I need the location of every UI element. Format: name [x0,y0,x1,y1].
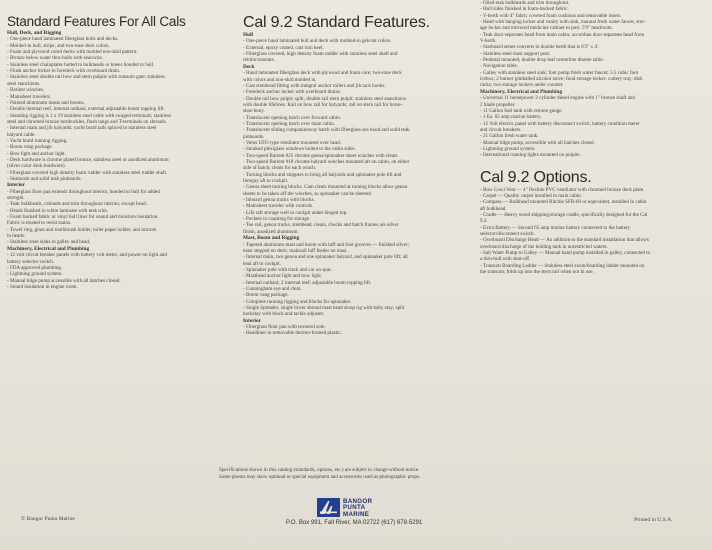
feature-item: - Stainless steel double rail bow and stern pulpits with transom gate; stainless [7,74,165,81]
logo-line-1: BANGOR [343,498,373,505]
feature-item: - Internal outhaul; 2 internal reef; adjustable boom topping lift. [243,279,372,286]
feature-item: - Spinnaker pole with track and car on spar. [243,266,332,273]
feature-item: selector/disconnect switch. [480,231,535,238]
feature-item: - Smoked plexiglass windows bolted to the cabin sides. [243,146,356,153]
feature-item: - Hull sides finished in foam-backed fabric. [480,6,569,13]
feature-item: - Life raft storage well in cockpit under hinged top. [243,209,348,216]
feature-item: - Foam and plywood cored decks with molded non-skid pattern. [7,49,138,56]
cal92-standard-title: Cal 9.2 Standard Features. [243,14,430,31]
logo-wordmark [343,499,372,518]
feature-item: - Compass — Bulkhead mounted Ritchie SFB-60 or equivalent, installed in cabin [480,199,647,206]
feature-item: - Genoa sheet turning blocks. Cam cleats mounted at turning blocks allow genoa [243,184,408,191]
section-heading: Interior [7,182,25,189]
feature-item: - Carpet — Quality carpet installed in main cabin. [480,193,582,199]
specifications-note-line1: Specifications shown in this catalog (standards, options, etc.) are subject to change without notice. [219,467,420,473]
interior-continued-list [480,0,708,89]
printed-in: Printed in U.S.A. [634,517,673,523]
feature-item: (silver color deck hardware). [7,163,66,170]
feature-item: - Navigation table. [480,63,519,70]
feature-item: - Double internal reef, internal outhaul, external adjustable boom topping lift. [7,106,165,113]
feature-item: - Fiberglass covered, high density foam rudder with stainless steel shaft and [243,51,398,58]
options-list [480,187,708,276]
feature-item: - Overboard Discharge Head — An addition to the standard installation that allows [480,237,649,244]
feature-item: - Standing rigging is 1 x 19 stainless steel cable with swaged terminals; stainless [7,112,171,119]
feature-item: - 12 Volt electric panel with battery disconnect switch, battery condition meter [480,120,640,127]
feature-item: - Mainsheet travelers. [7,93,52,100]
feature-item: - Cunningham eye and cleat. [243,285,302,292]
feature-item: side of hatch; cleats for each winch. [243,165,317,172]
feature-item: - 1 Ea. 65 amp marine battery. [480,114,542,121]
feature-item: - Inboard genoa tracks with blocks. [243,197,315,204]
feature-item: - Stainless steel chainplates bolted to bulkheads or knees bonded to hull. [7,61,155,68]
machinery-section [480,89,708,159]
feature-item: - Mainsheet traveler with controls. [243,203,314,210]
feature-item: - Teak bulkheads, cabinets and trim throughout interior, except head. [7,201,147,208]
feature-item: a thru-hull with shut-off. [480,256,531,263]
section-heading: Hull [243,32,254,38]
feature-item: - Vetus UFO type ventilator mounted over head. [243,139,342,146]
feature-item: with colors and non-skid molded in. [243,76,317,83]
feature-item: - Complete running rigging and blocks for spinnaker. [243,298,352,305]
feature-item: - Manual bilge pump accessible with all hatches closed. [7,277,121,284]
feature-item: icebox; 2 burner gimballed alcohol stove; food storage locker; cutlery tray; dish [480,76,643,83]
feature-item: the transom; folds up into the stern rail when not in use. [480,269,594,276]
feature-item: - Salt Water Pump to Galley — Manual hand pump installed in galley, connected to [480,250,651,257]
feature-item: aft bulkhead. [480,205,507,212]
standard-features-column [7,14,232,290]
feature-item: mast stepped on deck; mainsail luff feeder on mast. [243,247,348,254]
feature-item: - Bow Cowl Vent — 4" flexible PVC ventilator with chromed bronze deck plate. [480,186,645,193]
feature-item: - Heads finished in white laminate with teak trim. [7,207,109,214]
bangor-punta-logo [317,498,387,517]
feature-item: - Toe rail, genoa tracks, stemhead, cleats, chocks and hatch frames are silver [243,222,399,229]
cal92-continued-column [480,0,708,275]
feature-item: - 12 volt circuit breaker panels with battery volt meter, and power-on light and [7,252,167,259]
feature-item: - Translucent opening hatch over main cabin. [243,120,336,127]
feature-item: - Manual bilge pump, accessible with all hatches closed. [480,139,595,146]
feature-item: and circuit breakers. [480,126,522,133]
options-title: Cal 9.2 Options. [480,168,592,186]
section-list [7,36,232,182]
feature-item: - Single Spreader, single lower shroud mast head sloop rig with baby stay; split [243,304,405,311]
feature-item: age locker and mirrored medicine cabinet to port. 5'9" headroom. [480,25,613,32]
feature-item: - Sound insulation in engine room. [7,283,78,290]
feature-item: - 21 Gallon fresh water tank. [480,133,539,140]
feature-item: - Universal 11 horsepower 2 cylinder diesel engine with 1" bronze shaft and [480,95,635,102]
bangor-punta-logo-icon [317,498,340,517]
feature-item: steel stanchions. [7,80,41,87]
feature-item: 2 blade propeller. [480,101,516,108]
feature-item: - Two-speed Barient #18 chrome halyard winches mounted aft on cabin, on either [243,159,410,165]
feature-item: - Translucent sliding companionway hatch with fiberglass sea hood and solid teak [243,127,410,134]
feature-item: - Painted aluminum masts and booms. [7,99,85,106]
feature-item: - One-piece hand laminated hull and deck with molded-in gelcoat colors. [243,38,392,45]
feature-item: - Cast stemhead fitting with integral anchor rollers and jib tack hooks. [243,82,386,89]
feature-item: - Head with hanging locker and vanity with sink, manual fresh water faucet, stor- [480,19,646,26]
feature-item: - Double rail bow pulpit; split, double rail stern pulpit; stainless steel stanchions [243,95,406,102]
feature-item: - Stainless steel sinks in galley and head. [7,239,91,246]
feature-item: - External, epoxy coated, cast iron keel. [243,44,324,51]
feature-item: - Fiberglass covered high density foam rudder with stainless steel rudder shaft. [7,169,168,176]
feature-item: steel and chromed bronze turnbuckles, flush tangs and T-terminals on shrouds. [7,118,167,125]
feature-item: - Lightning ground system. [480,145,536,152]
feature-item: - Stainless steel mast support post. [480,50,551,57]
section-list [243,324,471,337]
feature-item: - Barient winches. [7,87,45,94]
feature-item: - Lightning ground system. [7,271,63,278]
feature-item: - 11 Gallon fuel tank with remote gauge. [480,107,563,114]
feature-item: - Hand laminated fiberglass deck with plywood and foam core; two-tone deck [243,70,402,77]
section-list [480,95,708,158]
feature-item: overboard discharge of the holding tank in unrestricted waters. [480,243,608,250]
feature-item: - Bronze below water thru-hulls with seacocks. [7,55,104,62]
section-list [7,189,232,246]
copyright: © Bangor Punta Marine [21,516,75,522]
feature-item: - Tapered aluminum mast and boom with luff and foot grooves — finished silver; [243,241,409,248]
section-heading: Machinery, Electrical and Plumbing [7,245,90,252]
section-heading: Hull, Deck, and Rigging [7,30,62,36]
feature-item: - Internal main and jib halyards; yacht braid tails spliced to stainless steel [7,125,157,132]
feature-item: with double lifelines. Rail on bow rail for halyards; rail on stern rail for horse- [243,101,403,108]
feature-item: - FDA approved plumbing. [7,264,63,271]
feature-item: - Foredeck anchor locker with overboard drains. [243,89,342,96]
feature-item: in heads. [7,233,26,240]
feature-item: backstay with block and tackle adjuster. [243,311,325,318]
section-heading: Deck [243,63,255,70]
feature-item: halyard cable. [7,131,36,138]
address: P.O. Box 991, Fall River, MA 02722 (617) 678-5291 [286,520,423,526]
feature-item: lead aft to cockpit. [243,260,281,267]
feature-item: - Fiberglass floor pan with textured sole. [243,324,326,331]
feature-item: - Internal main, two genoa and one spinnaker halyard, and spinnaker pole lift; all [243,254,408,261]
feature-item: - Pedestal mounted, double drop leaf centerline dinette table. [480,57,604,64]
section-heading: Mast, Boom and Rigging [243,235,300,242]
logo-line-3: MARINE [343,510,370,518]
section-list [7,252,232,290]
feature-item: - Bow light and anchor light. [7,150,66,157]
feature-item: - Translucent opening hatch over forward cabin. [243,114,342,121]
standard-features-title: Standard Features For All Cals [7,14,186,29]
feature-item: 9.2. [480,218,488,225]
feature-item: - Seahoods and solid teak pinboards. [7,175,82,182]
feature-item: - Two-speed Barient #25 chrome genoa/spinnaker sheet winches with cleats. [243,152,399,159]
feature-item: racks; two storage lockers under counter. [480,82,564,89]
feature-item: - Yacht braid running rigging. [7,137,68,144]
feature-item: finish, anodized aluminum. [243,228,299,235]
feature-item: - Flush anchor locker in foredeck with overboard drain. [7,68,121,75]
specifications-note [219,467,519,480]
feature-item: - Turning blocks and stoppers to bring all halyards and spinnaker pole lift and [243,171,402,178]
feature-item: foreguy aft to cockpit. [243,178,289,185]
feature-item: - Transom Boarding Ladder — Stainless steel swim/boarding ladder mounted on [480,262,645,269]
feature-item: - Extra Battery — Second 65 amp marine battery connected to the battery [480,224,631,231]
feature-item: - Towel ring, glass and toothbrush holder, toilet paper holder, and mirrors [7,226,157,233]
feature-item: - Boom vang package. [243,292,289,299]
section-list [243,70,471,235]
feature-item: - Fiberglass floor pan extends throughout interior, bonded to hull for added [7,188,160,195]
cal92-standard-column [243,14,471,337]
feature-item: battery selector switch. [7,258,55,265]
feature-item: V-berth. [480,38,497,45]
feature-item: - Teak door separates head from main cabin; accordian door separates head from [480,31,645,38]
feature-item: - Masthead anchor light and bow light. [243,273,323,280]
feature-item: - Pockets in coaming for storage. [243,216,311,223]
section-heading: Interior [243,317,261,324]
logo-line-2: PUNTA [343,504,366,512]
feature-item: sheets to be taken off the winches, so spinnaker can be sheeted. [243,190,373,197]
feature-item: - V-berth with 4" fabric covered foam cushions and removable insert. [480,12,622,19]
section-heading: Machinery, Electrical and Plumbing [480,88,563,95]
feature-item: - One-piece hand laminated fiberglass hulls and decks. [7,36,119,43]
feature-item: - Boom vang package. [7,144,53,151]
specifications-note-line2: Some photos may show optional or special equipment and accessories used as photographic props. [219,473,421,480]
feature-item: - Foam backed fabric or vinyl hull liner for sound and moisture insulation. [7,214,159,221]
feature-item: reinforcements. [243,57,275,64]
feature-item: - Headliner in removable thermo-formed plastic. [243,330,343,337]
feature-item: - Starboard settee converts to double berth that is 6'3" x 4'. [480,44,600,51]
feature-item: - Oiled teak bulkheads and trim throughout. [480,0,570,6]
feature-item: strength. [7,195,25,202]
feature-item: - Galley with stainless steel sink; foot pump fresh water faucet; 3.5 cubic foot [480,69,639,76]
cal92-standard-body [243,32,471,337]
feature-item: pinboards. [243,133,265,140]
standard-features-body [7,30,232,290]
feature-item: - Molded-in hull, stripe, and two-tone deck colors. [7,42,110,49]
feature-item: - International running lights mounted on pulpits. [480,152,581,159]
feature-item: - Deck hardware is chrome plated bronze, stainless steel or anodized aluminum [7,156,169,163]
feature-item: shoe buoy. [243,108,265,115]
feature-item: Fabric is treated to resist stains. [7,220,72,227]
section-list [243,38,471,63]
feature-item: - Cradle — Heavy wood shipping/storage cradle, specifically designed for the Cal [480,212,648,219]
section-list [243,242,471,318]
